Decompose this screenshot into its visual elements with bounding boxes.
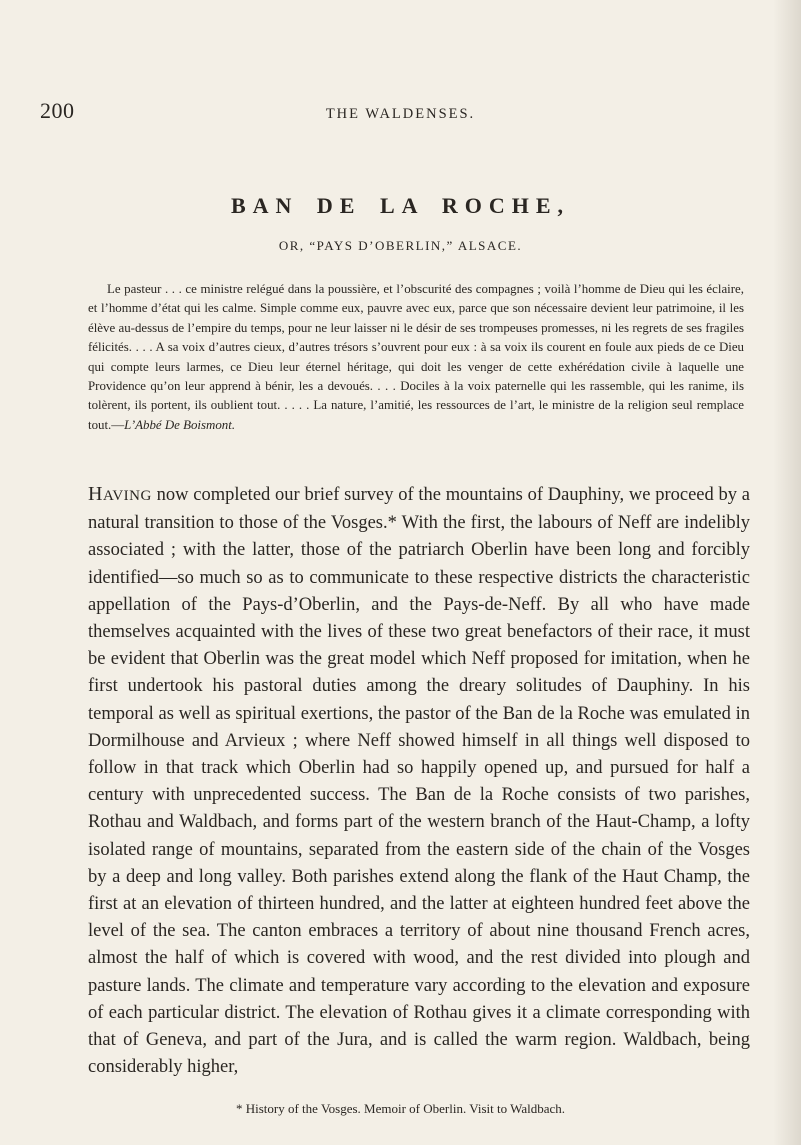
body-paragraph [88,481,750,1081]
body-text: now completed our brief survey of the mountains of Dauphiny, we proceed by a natural transition to those of the Vosges.* With the first, the labours of Neff are indelibly associated ; with the latter, those of the patriarch Oberlin have been long and forcibly identified—so much so as to communicate to these respective districts the characteristic appellation of the Pays-d’Oberlin, and the Pays-de-Neff. By all who have made themselves acquainted with the lives of these two great benefactors of their race, it must be evident that Oberlin was the great model which Neff proposed for imitation, when he first undertook his pastoral duties among the dreary solitudes of Dauphiny. In his temporal as well as spiritual exertions, the pastor of the Ban de la Roche was emulated in Dormilhouse and Arvieux ; where Neff showed himself in all things well disposed to follow in that track which Oberlin had so happily opened up, and pursued for half a century with unprecedented success. The Ban de la Roche consists of two parishes, Rothau and Waldbach, and forms part of the western branch of the Haut-Champ, a lofty isolated range of mountains, separated from the eastern side of the chain of the Vosges by a deep and long valley. Both parishes extend along the flank of the Haut Champ, the first at an elevation of thirteen hundred, and the latter at eighteen hundred feet above the level of the sea. The canton embraces a territory of about nine thousand French acres, almost the half of which is covered with wood, and the rest divided into plough and pasture lands. The climate and temperature vary according to the elevation and exposure of each particular district. The elevation of Rothau gives it a climate corresponding with that of Geneva, and part of the Jura, and is called the warm region. Waldbach, being considerably higher, [88,485,750,1078]
epigraph-attribution: L’Abbé De Boismont. [124,417,236,432]
page-edge-shadow [773,0,801,1145]
lead-rest: AVING [102,488,152,504]
running-head: THE WALDENSES. [325,106,476,122]
page-number: 200 [40,98,75,123]
epigraph [88,280,744,435]
lead-initial: H [88,483,103,505]
epigraph-text: Le pasteur . . . ce ministre relégué dans la poussière, et l’obscurité des compagnes ; voilà l’homme de Dieu qui les éclaire, et l’homme d’état qui les calme. Simple comme eux, pauvre avec eux, parce que son nécessaire devient leur patrimoine, il les élève au-dessus de l’empire du temps, pour ne leur laisser ni le désir de ses trompeuses promesses, ni les regrets de ses fragiles félicités. . . . A sa voix d’autres cieux, d’autres trésors s’ouvrent pour eux : à sa voix ils courent en foule aux pieds de ce Dieu qui compte leurs larmes, ce Dieu leur éternel héritage, qui doit les venger de cette exhérédation civile à laquelle une Providence qu’on leur apprend à bénir, les a devoués. . . . Dociles à la voix paternelle qui les rassemble, qui les ranime, ils tolèrent, ils portent, ils oublient tout. . . . . La nature, l’amitié, les ressources de l’art, le ministre de la religion seul remplace tout.— [88,282,744,432]
section-subtitle: OR, “PAYS D’OBERLIN,” ALSACE. [278,238,523,253]
section-title: BAN DE LA ROCHE, [230,193,571,218]
footnote: * History of the Vosges. Memoir of Oberlin. Visit to Waldbach. [235,1101,566,1116]
lead-word [88,485,152,505]
epigraph-paragraph [88,280,744,435]
